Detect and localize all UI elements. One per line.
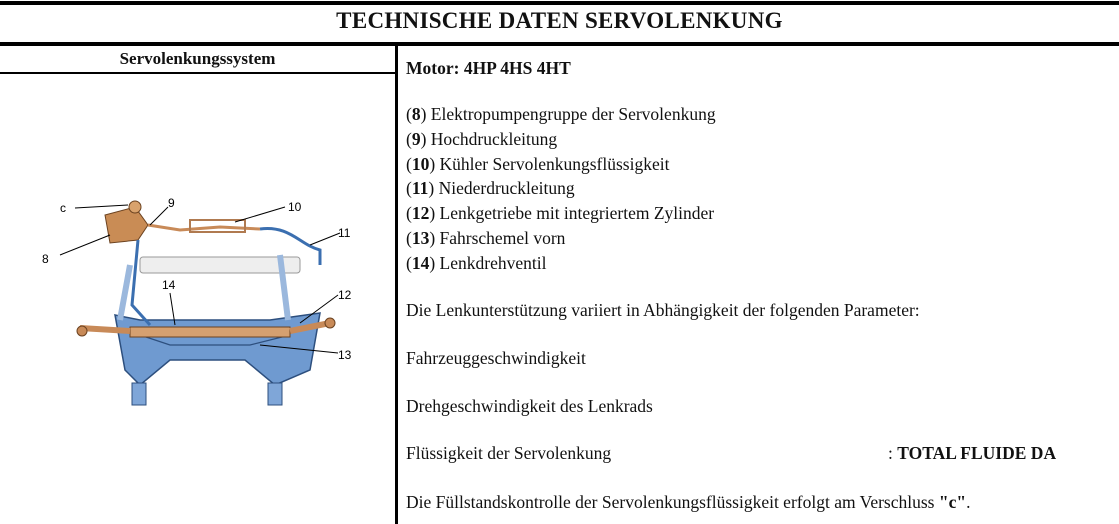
part-number: 13	[411, 228, 430, 248]
part-label: Lenkgetriebe mit integriertem Zylinder	[439, 203, 715, 223]
steering-system-illustration	[20, 185, 390, 415]
label-9: 9	[168, 196, 175, 210]
motor-line: Motor: 4HP 4HS 4HT	[406, 58, 571, 78]
level-check-text: Die Füllstandskontrolle der Servolenkungsflüssigkeit erfolgt am Verschluss "c".	[406, 492, 971, 512]
subframe-shape	[115, 313, 320, 385]
header-rule	[0, 42, 1119, 46]
steering-rack-shape	[130, 327, 290, 337]
part-item-14: (14) Lenkdrehventil	[406, 253, 547, 273]
part-label: Hochdruckleitung	[430, 129, 558, 149]
part-item-12: (12) Lenkgetriebe mit integriertem Zylinder	[406, 203, 715, 223]
part-item-13: (13) Fahrschemel vorn	[406, 228, 566, 248]
label-12: 12	[338, 288, 352, 302]
part-item-8: (8) Elektropumpengruppe der Servolenkung	[406, 104, 716, 124]
label-13: 13	[338, 348, 352, 362]
part-label: Kühler Servolenkungsflüssigkeit	[439, 154, 670, 174]
label-14: 14	[162, 278, 176, 292]
part-label: Elektropumpengruppe der Servolenkung	[430, 104, 716, 124]
part-item-9: (9) Hochdruckleitung	[406, 129, 558, 149]
part-label: Lenkdrehventil	[439, 253, 547, 273]
part-label: Niederdruckleitung	[438, 178, 575, 198]
part-item-10: (10) Kühler Servolenkungsflüssigkeit	[406, 154, 670, 174]
label-10: 10	[288, 200, 302, 214]
param-steering-speed: Drehgeschwindigkeit des Lenkrads	[406, 396, 653, 416]
label-11: 11	[338, 226, 351, 240]
part-number: 11	[411, 178, 429, 198]
part-item-11: (11) Niederdruckleitung	[406, 178, 575, 198]
top-rule	[0, 1, 1119, 5]
part-number: 12	[411, 203, 430, 223]
param-vehicle-speed: Fahrzeuggeschwindigkeit	[406, 348, 586, 368]
column-divider	[395, 46, 398, 524]
page-title: TECHNISCHE DATEN SERVOLENKUNG	[336, 8, 783, 33]
part-number: 9	[411, 129, 421, 149]
fluid-value: : TOTAL FLUIDE DA	[888, 443, 1057, 463]
intro-text: Die Lenkunterstützung variiert in Abhängigkeit der folgenden Parameter:	[406, 300, 920, 320]
left-column-header: Servolenkungssystem	[119, 49, 276, 68]
pump-shape	[105, 207, 148, 243]
label-8: 8	[42, 252, 49, 266]
part-label: Fahrschemel vorn	[439, 228, 566, 248]
left-header-rule	[0, 72, 395, 74]
part-number: 14	[411, 253, 430, 273]
fluid-label: Flüssigkeit der Servolenkung	[406, 443, 612, 463]
part-number: 8	[411, 104, 421, 124]
label-c: c	[60, 201, 66, 215]
part-number: 10	[411, 154, 430, 174]
